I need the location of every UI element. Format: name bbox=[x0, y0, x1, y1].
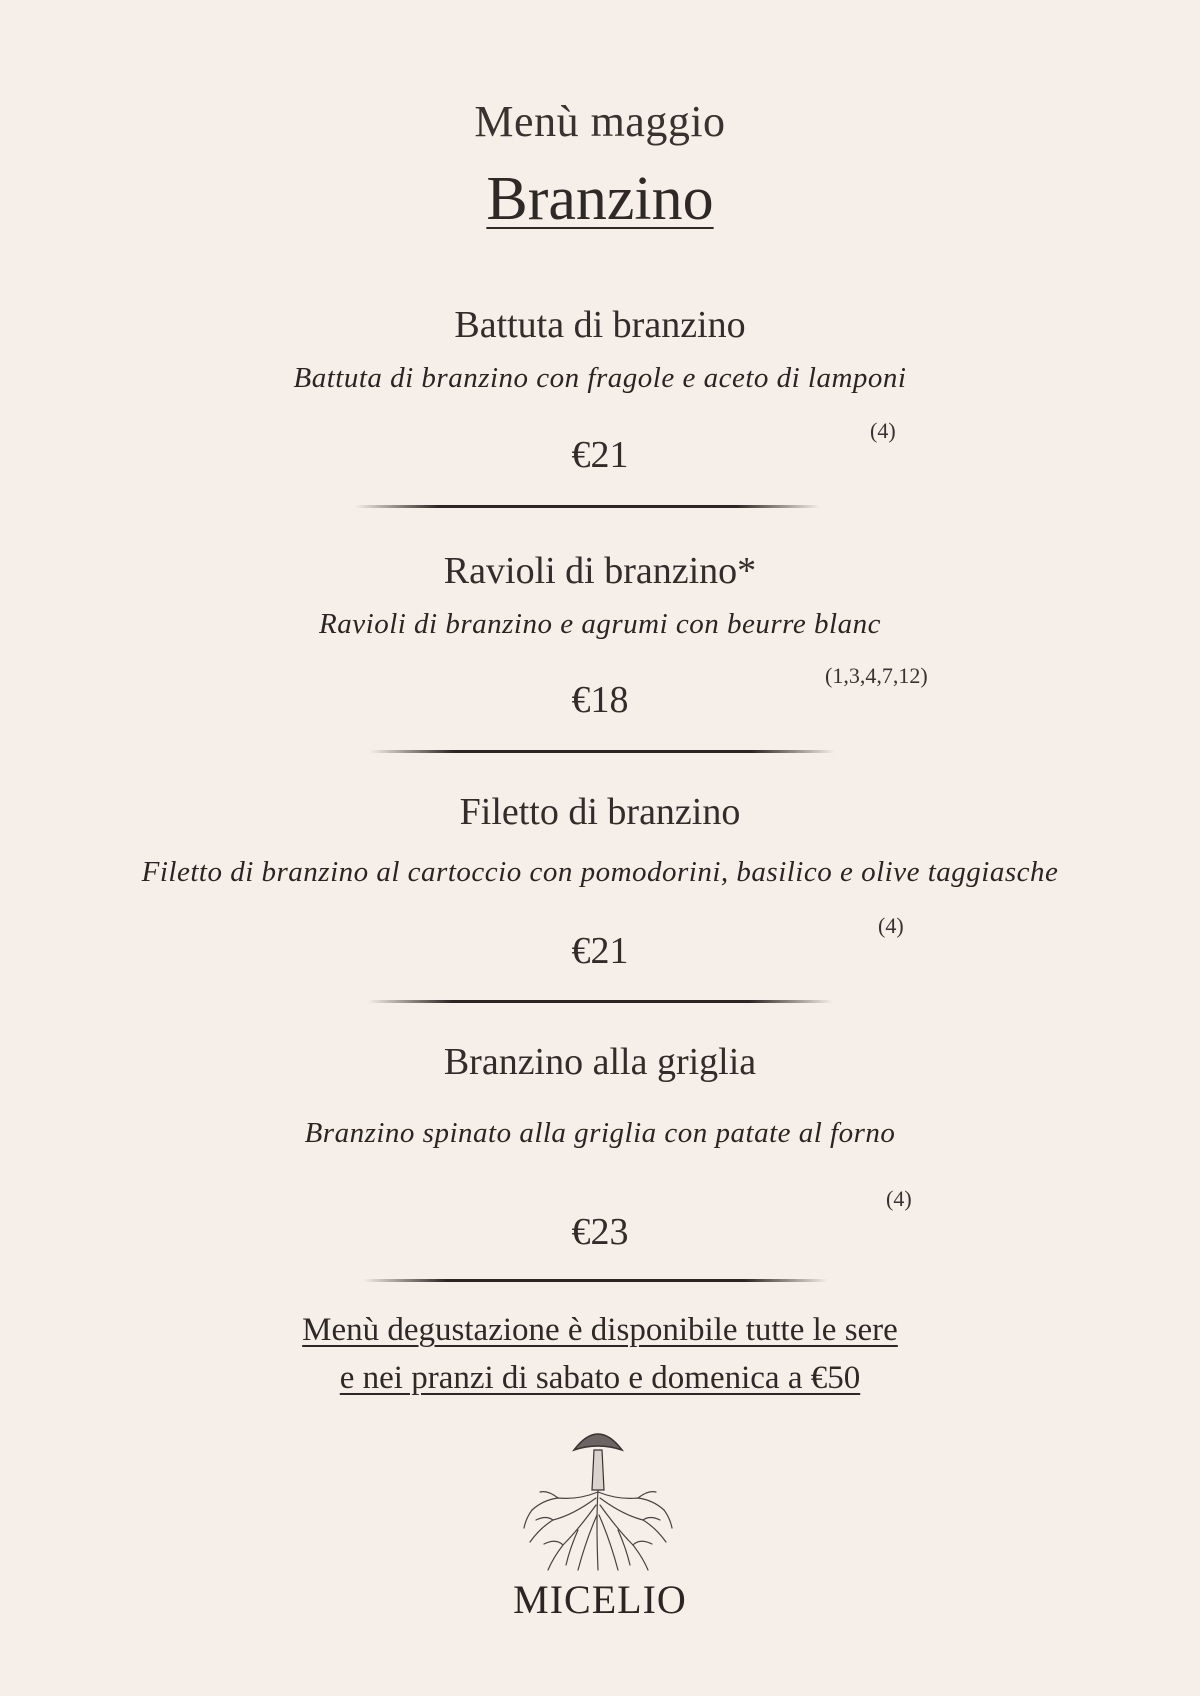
dish-description: Battuta di branzino con fragole e aceto di lamponi bbox=[293, 362, 907, 394]
divider bbox=[363, 1279, 828, 1282]
dish-price: €18 bbox=[571, 679, 629, 721]
dish-description: Filetto di branzino al cartoccio con pomodorini, basilico e olive taggiasche bbox=[141, 856, 1059, 888]
dish-title: Ravioli di branzino* bbox=[443, 550, 757, 592]
dish-description: Ravioli di branzino e agrumi con beurre blanc bbox=[319, 608, 881, 640]
allergen-codes: (4) bbox=[886, 1186, 912, 1211]
menu-subtitle: Menù maggio bbox=[474, 97, 726, 146]
divider bbox=[368, 1000, 833, 1003]
mushroom-with-roots-icon bbox=[518, 1420, 678, 1580]
dish-title: Branzino alla griglia bbox=[443, 1041, 757, 1083]
tasting-menu-note-line2: e nei pranzi di sabato e domenica a €50 bbox=[339, 1360, 861, 1396]
allergen-codes: (1,3,4,7,12) bbox=[825, 663, 928, 688]
page-title: Branzino bbox=[486, 165, 714, 233]
divider bbox=[370, 750, 835, 753]
brand-name: MICELIO bbox=[513, 1577, 687, 1622]
dish-price: €21 bbox=[571, 930, 629, 972]
allergen-codes: (4) bbox=[878, 913, 904, 938]
allergen-codes: (4) bbox=[870, 418, 896, 443]
divider bbox=[355, 505, 820, 508]
tasting-menu-note-line1: Menù degustazione è disponibile tutte le sere bbox=[302, 1312, 898, 1348]
dish-description: Branzino spinato alla griglia con patate al forno bbox=[304, 1117, 896, 1149]
dish-price: €21 bbox=[571, 434, 629, 476]
dish-title: Battuta di branzino bbox=[454, 304, 746, 346]
dish-title: Filetto di branzino bbox=[459, 791, 741, 833]
dish-price: €23 bbox=[571, 1211, 629, 1253]
